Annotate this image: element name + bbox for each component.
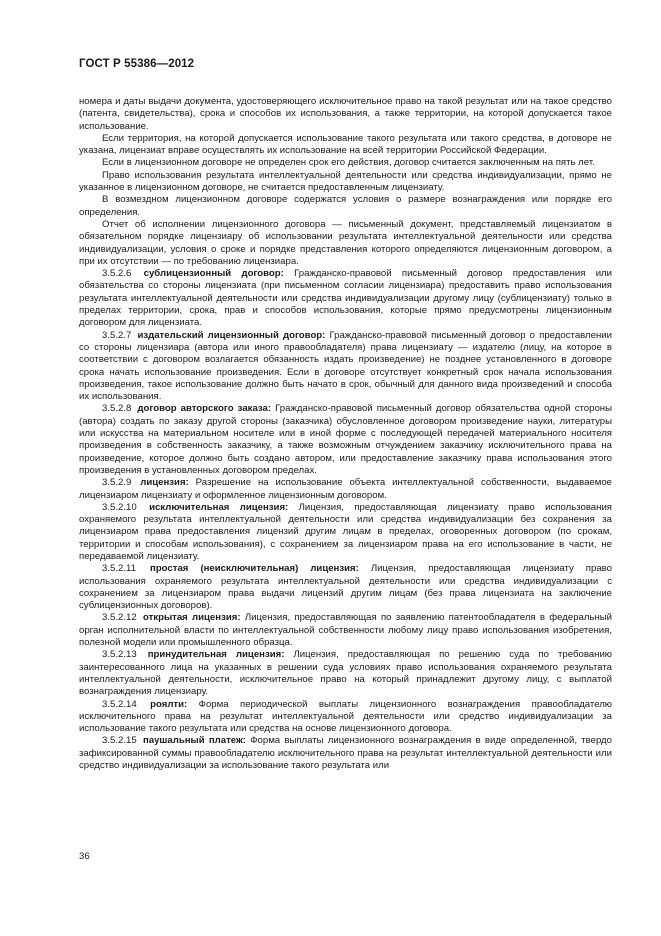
- clause-number: 3.5.2.10: [102, 501, 137, 513]
- definition-paragraph: [79, 563, 612, 612]
- defined-term: принудительная лицензия:: [147, 649, 285, 661]
- paragraph-text: Гражданско-правовой письменный договор предоставления или обязательства со стороны лицензиата (при письменном согласии лицензиара) предоставить право использования результата интеллектуальной деятельности или средства индивидуализации другому лицу (сублицензиату) только в пределах территории, срока, прав и способов использования, которые прямо предусмотрены лицензионным договором для лицензиата.: [79, 268, 613, 329]
- paragraph-text: Если территория, на которой допускается использование такого результата или такого средства, в договоре не указана, лицензиат вправе осуществлять их использование на всей территории Российской Федерации.: [79, 132, 612, 157]
- paragraph-text: Лицензия, предоставляющая по заявлению патентообладателя в федеральный орган исполнительной власти по интеллектуальной собственности любому лицу право использования изобретения, полезной модели или промышленного образца.: [79, 612, 613, 649]
- document-body: [79, 96, 612, 772]
- paragraph-text: Гражданско-правовой письменный договор обязательства одной стороны (автора) создать по заказу другой стороны (заказчика) обусловленное договором произведение науки, литературы или искусства на материальном носителе или в иной форме с последующей передачей материального носителя произведения в собственность заказчику, а также возможным отчуждением заказчику исключительного права на произведение, которое должно быть создано автором, или предоставление заказчику права использования этого произведения в установленных договором пределах.: [79, 403, 612, 476]
- defined-term: роялти:: [150, 698, 188, 710]
- defined-term: договор авторского заказа:: [137, 403, 272, 415]
- paragraph-text: Если в лицензионном договоре не определен срок его действия, договор считается заключенным на пять лет.: [102, 157, 595, 169]
- definition-paragraph: [79, 477, 612, 502]
- clause-number: 3.5.2.7: [102, 329, 132, 341]
- defined-term: исключительная лицензия:: [149, 501, 289, 513]
- text-paragraph: [79, 133, 612, 158]
- paragraph-text: В возмездном лицензионном договоре содержатся условия о размере вознаграждения или порядке его определения.: [79, 194, 612, 218]
- clause-number: 3.5.2.11: [102, 563, 136, 575]
- paragraph-text: Лицензия, предоставляющая лицензиату право использования охраняемого результата интеллектуальной деятельности или средства индивидуализации с сохранением за лицензиаром права выдачи лицензий другим лицам (без права лицензиата на заключение сублицензионных договоров).: [79, 563, 612, 612]
- text-paragraph: [79, 170, 612, 195]
- text-paragraph: [79, 219, 612, 268]
- paragraph-text: Лицензия, предоставляющая лицензиату право использования охраняемого результата интеллектуальной деятельности или средства индивидуализации без сохранения за лицензиаром права предоставления лицензий другим лицам в пределах, оговоренных договором (по срокам, территории и способам использования), с сохранением за лицензиаром права на его использование в части, не передаваемой лицензиату.: [79, 501, 612, 562]
- paragraph-text: Форма периодической выплаты лицензионного вознаграждения правообладателю исключительного права на результат интеллектуальной деятельности или средство индивидуализации за использование такого результата или средства на основе лицензионного договора.: [79, 698, 613, 735]
- defined-term: лицензия:: [140, 477, 189, 489]
- paragraph-text: Отчет об исполнении лицензионного договора — письменный документ, представляемый лицензиатом в обязательном порядке лицензиару об использовании результата интеллектуальной деятельности или средства индивидуализации, условия о сроке и порядке представления которого определяются лицензионным договором, а при их отсутствии — по требованию лицензиара.: [79, 218, 612, 267]
- text-paragraph: [79, 194, 612, 219]
- defined-term: простая (неисключительная) лицензия:: [150, 563, 359, 575]
- definition-paragraph: [79, 612, 612, 649]
- text-paragraph: [79, 96, 612, 133]
- definition-paragraph: [79, 403, 612, 477]
- paragraph-text: Гражданско-правовой письменный договор о предоставлении со стороны лицензиара (автора или иного правообладателя) права лицензиату — издателю (лицу, на которое в соответствии с договором возлагается обязанность издать произведение) не позднее установленного в договоре срока начать использование произведения. Если в договоре отсутствует конкретный срок начала использования произведения, такое использование должно быть начато в срок, обычный для данного вида произведений и способа их использования.: [79, 329, 612, 403]
- defined-term: сублицензионный договор:: [143, 268, 284, 280]
- clause-number: 3.5.2.14: [102, 698, 137, 710]
- paragraph-text: Разрешение на использование объекта интеллектуальной собственности, выдаваемое лицензиаром лицензиату и оформленное лицензионным договором.: [79, 477, 613, 501]
- definition-paragraph: [79, 735, 612, 772]
- defined-term: открытая лицензия:: [142, 612, 241, 624]
- paragraph-text: Форма выплаты лицензионного вознаграждения в виде определенной, твердо зафиксированной суммы правообладателю исключительного права на результат интеллектуальной деятельности или средство индивидуализации за использование такого результата или: [79, 735, 612, 772]
- clause-number: 3.5.2.15: [102, 735, 137, 747]
- clause-number: 3.5.2.13: [102, 649, 137, 661]
- clause-number: 3.5.2.8: [102, 403, 132, 415]
- clause-number: 3.5.2.6: [102, 268, 132, 280]
- clause-number: 3.5.2.12: [102, 612, 137, 624]
- paragraph-text: Право использования результата интеллектуальной деятельности или средства индивидуализации, прямо не указанное в лицензионном договоре, не считается предоставленным лицензиату.: [79, 169, 612, 194]
- paragraph-text: Лицензия, предоставляющая по решению суда по требованию заинтересованного лица на указанных в решении суда условиях право использования охраняемого результата интеллектуальной деятельности, исключительное право на который принадлежит другому лицу, с выплатой вознаграждения лицензиару.: [79, 649, 612, 698]
- clause-number: 3.5.2.9: [102, 477, 132, 489]
- definition-paragraph: [79, 699, 612, 736]
- definition-paragraph: [79, 502, 612, 563]
- definition-paragraph: [79, 649, 612, 698]
- defined-term: паушальный платеж:: [142, 735, 246, 747]
- paragraph-text: номера и даты выдачи документа, удостоверяющего исключительное право на такой результат или на такое средство (патента, свидетельства), срока и способов их использования, а также территории, на которой допускается такое использование.: [79, 96, 612, 132]
- document-header: ГОСТ Р 55386—2012: [79, 58, 195, 70]
- definition-paragraph: [79, 330, 612, 404]
- defined-term: издательский лицензионный договор:: [137, 329, 326, 341]
- definition-paragraph: [79, 268, 612, 329]
- text-paragraph: [79, 157, 612, 169]
- page-number: 36: [79, 851, 90, 862]
